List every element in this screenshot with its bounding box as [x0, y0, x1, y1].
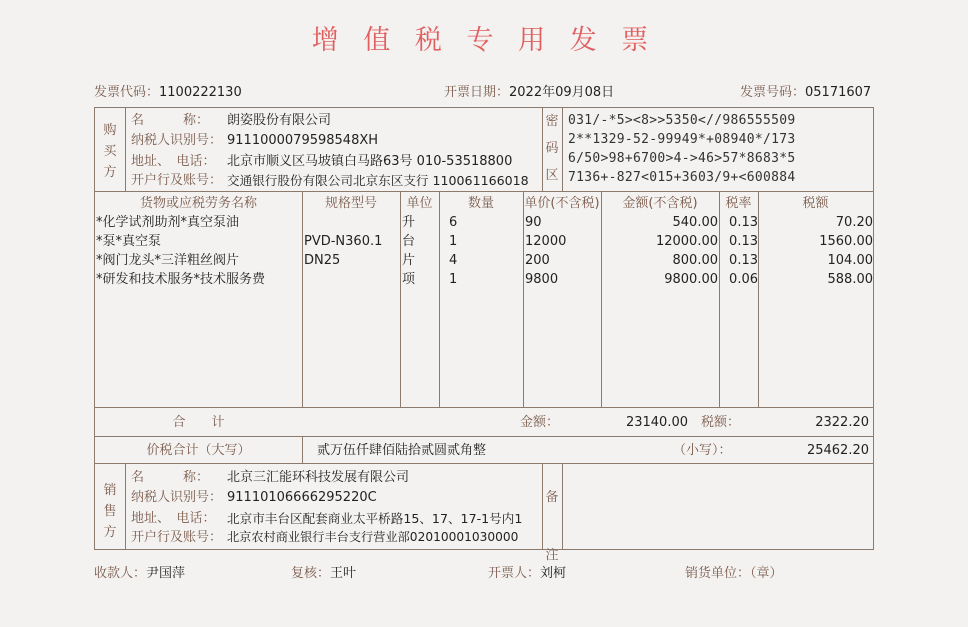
remark-side-label: 备 注: [545, 490, 559, 563]
drawer-label: 开票人：: [488, 566, 541, 581]
drawer: [488, 562, 566, 581]
item-rate: 0.13: [729, 234, 758, 249]
invoice-number-value: 05171607: [805, 85, 872, 100]
header-spec: 规格型号: [324, 196, 377, 211]
totals-amount: 23140.00: [625, 415, 688, 430]
header-rate: 税率: [725, 196, 752, 211]
invoice-code-label: 发票代码：: [94, 85, 160, 100]
invoice-date: [444, 81, 614, 100]
divider: [125, 463, 126, 550]
grand-total-label: 价税合计（大写）: [146, 443, 251, 458]
item-unit: 片: [402, 253, 416, 268]
seller-name-row: [131, 468, 209, 487]
seller-bank: 北京农村商业银行丰台支行营业部02010001030000: [227, 530, 519, 544]
buyer-tax-id-label: 纳税人识别号：: [131, 133, 223, 148]
payee: [94, 562, 185, 581]
grand-total-small-label: （小写）：: [673, 443, 732, 458]
item-name: *研发和技术服务*技术服务费: [96, 272, 266, 287]
buyer-bank-row: [131, 171, 222, 190]
seller-side-label: 销 售 方: [103, 483, 117, 540]
item-spec: DN25: [304, 253, 341, 268]
totals-amount-label: 金额：: [520, 415, 560, 430]
payee-label: 收款人：: [94, 566, 147, 581]
item-amount: 12000.00: [655, 234, 718, 249]
seller-tax-id: 91110106666295220C: [227, 490, 377, 505]
invoice-table: [94, 107, 874, 563]
divider: [95, 407, 873, 408]
header-qty: 数量: [467, 196, 494, 211]
grand-total-small: 25462.20: [806, 443, 869, 458]
header-price: 单价(不含税): [524, 196, 600, 211]
item-tax: 1560.00: [819, 234, 873, 249]
divider: [95, 463, 873, 464]
item-rate: 0.13: [729, 253, 758, 268]
invoice-code-value: 1100222130: [159, 85, 242, 100]
divider: [302, 191, 303, 407]
buyer-addr-row: [131, 152, 216, 171]
invoice-title: 增 值 税 专 用 发 票: [311, 25, 657, 56]
item-qty: 1: [449, 272, 458, 287]
item-price: 12000: [525, 234, 567, 249]
seller-tax-id-row: [131, 488, 222, 507]
invoice-number: [740, 81, 871, 100]
invoice-date-value: 2022年09月08日: [509, 85, 615, 100]
buyer-bank-label: 开户行及账号：: [131, 173, 223, 188]
seller-address: 北京市丰台区配套商业太平桥路15、17、17-1号内1: [227, 511, 523, 526]
reviewer-label: 复核：: [291, 566, 331, 581]
invoice-code: [94, 81, 242, 100]
divider: [439, 191, 440, 407]
cipher-area: [568, 111, 796, 187]
item-tax: 104.00: [827, 253, 873, 268]
seller-addr-row: [131, 509, 216, 528]
header-name: 货物或应税劳务名称: [139, 196, 257, 211]
grand-total-words: 贰万伍仟肆佰陆拾贰圆贰角整: [317, 443, 487, 458]
item-tax: 70.20: [835, 215, 873, 230]
item-qty: 6: [449, 215, 458, 230]
item-name: *泵*真空泵: [96, 234, 162, 249]
item-name: *化学试剂助剂*真空泵油: [96, 215, 240, 230]
invoice-date-label: 开票日期：: [444, 85, 510, 100]
seller-addr-label: 地址、 电话：: [131, 511, 216, 526]
item-price: 9800: [525, 272, 559, 287]
buyer-side-label: 购 买 方: [103, 123, 117, 180]
header-amount: 金额(不含税): [622, 196, 698, 211]
divider: [523, 191, 524, 407]
item-rate: 0.06: [729, 272, 758, 287]
divider: [400, 191, 401, 407]
item-unit: 项: [402, 272, 416, 287]
item-price: 200: [525, 253, 550, 268]
seller-tax-id-label: 纳税人识别号：: [131, 490, 223, 505]
item-spec: PVD-N360.1: [304, 234, 383, 249]
item-tax: 588.00: [827, 272, 873, 287]
item-amount: 800.00: [672, 253, 718, 268]
buyer-name-row: [131, 111, 209, 130]
divider: [95, 436, 873, 437]
item-name: *阀门龙头*三洋粗丝阀片: [96, 253, 240, 268]
seller-name-label: 名 称：: [131, 470, 210, 485]
totals-tax: 2322.20: [815, 415, 869, 430]
header-tax: 税额: [802, 196, 829, 211]
cipher-line: 6/50>98+6700>4->46>57*8683*5: [568, 151, 796, 166]
buyer-address: 北京市顺义区马坡镇白马路63号 010-53518800: [227, 154, 513, 169]
drawer-value: 刘柯: [540, 566, 567, 581]
item-amount: 9800.00: [664, 272, 718, 287]
divider: [95, 191, 873, 192]
item-rate: 0.13: [729, 215, 758, 230]
buyer-tax-id: 9111000079598548XH: [227, 133, 379, 148]
seller-name: 北京三汇能环科技发展有限公司: [227, 470, 410, 485]
item-qty: 1: [449, 234, 458, 249]
buyer-name-label: 名 称：: [131, 113, 210, 128]
item-price: 90: [525, 215, 542, 230]
buyer-bank: 交通银行股份有限公司北京东区支行 110061166018: [227, 173, 529, 188]
item-qty: 4: [449, 253, 458, 268]
cipher-line: 7136+-827<015+3603/9+<600884: [568, 170, 796, 185]
buyer-name: 朗姿股份有限公司: [227, 113, 332, 128]
divider: [302, 436, 303, 463]
buyer-tax-id-row: [131, 131, 222, 150]
seller-unit-seal: 销货单位：（章）: [685, 566, 783, 581]
item-unit: 升: [402, 215, 416, 230]
payee-value: 尹国萍: [146, 566, 186, 581]
item-unit: 台: [402, 234, 416, 249]
cipher-side-label: 密 码 区: [545, 114, 559, 183]
divider: [125, 108, 126, 191]
invoice-number-label: 发票号码：: [740, 85, 806, 100]
seller-bank-row: [131, 528, 222, 547]
totals-label: 合 计: [172, 415, 225, 430]
buyer-addr-label: 地址、 电话：: [131, 154, 216, 169]
cipher-line: 031/-*5><8>>5350<//986555509: [568, 113, 796, 128]
item-amount: 540.00: [672, 215, 718, 230]
reviewer-value: 王叶: [330, 566, 357, 581]
header-unit: 单位: [406, 196, 433, 211]
cipher-line: 2**1329-52-99949*+08940*/173: [568, 132, 796, 147]
totals-tax-label: 税额：: [701, 415, 741, 430]
reviewer: [291, 562, 356, 581]
seller-bank-label: 开户行及账号：: [131, 530, 223, 545]
